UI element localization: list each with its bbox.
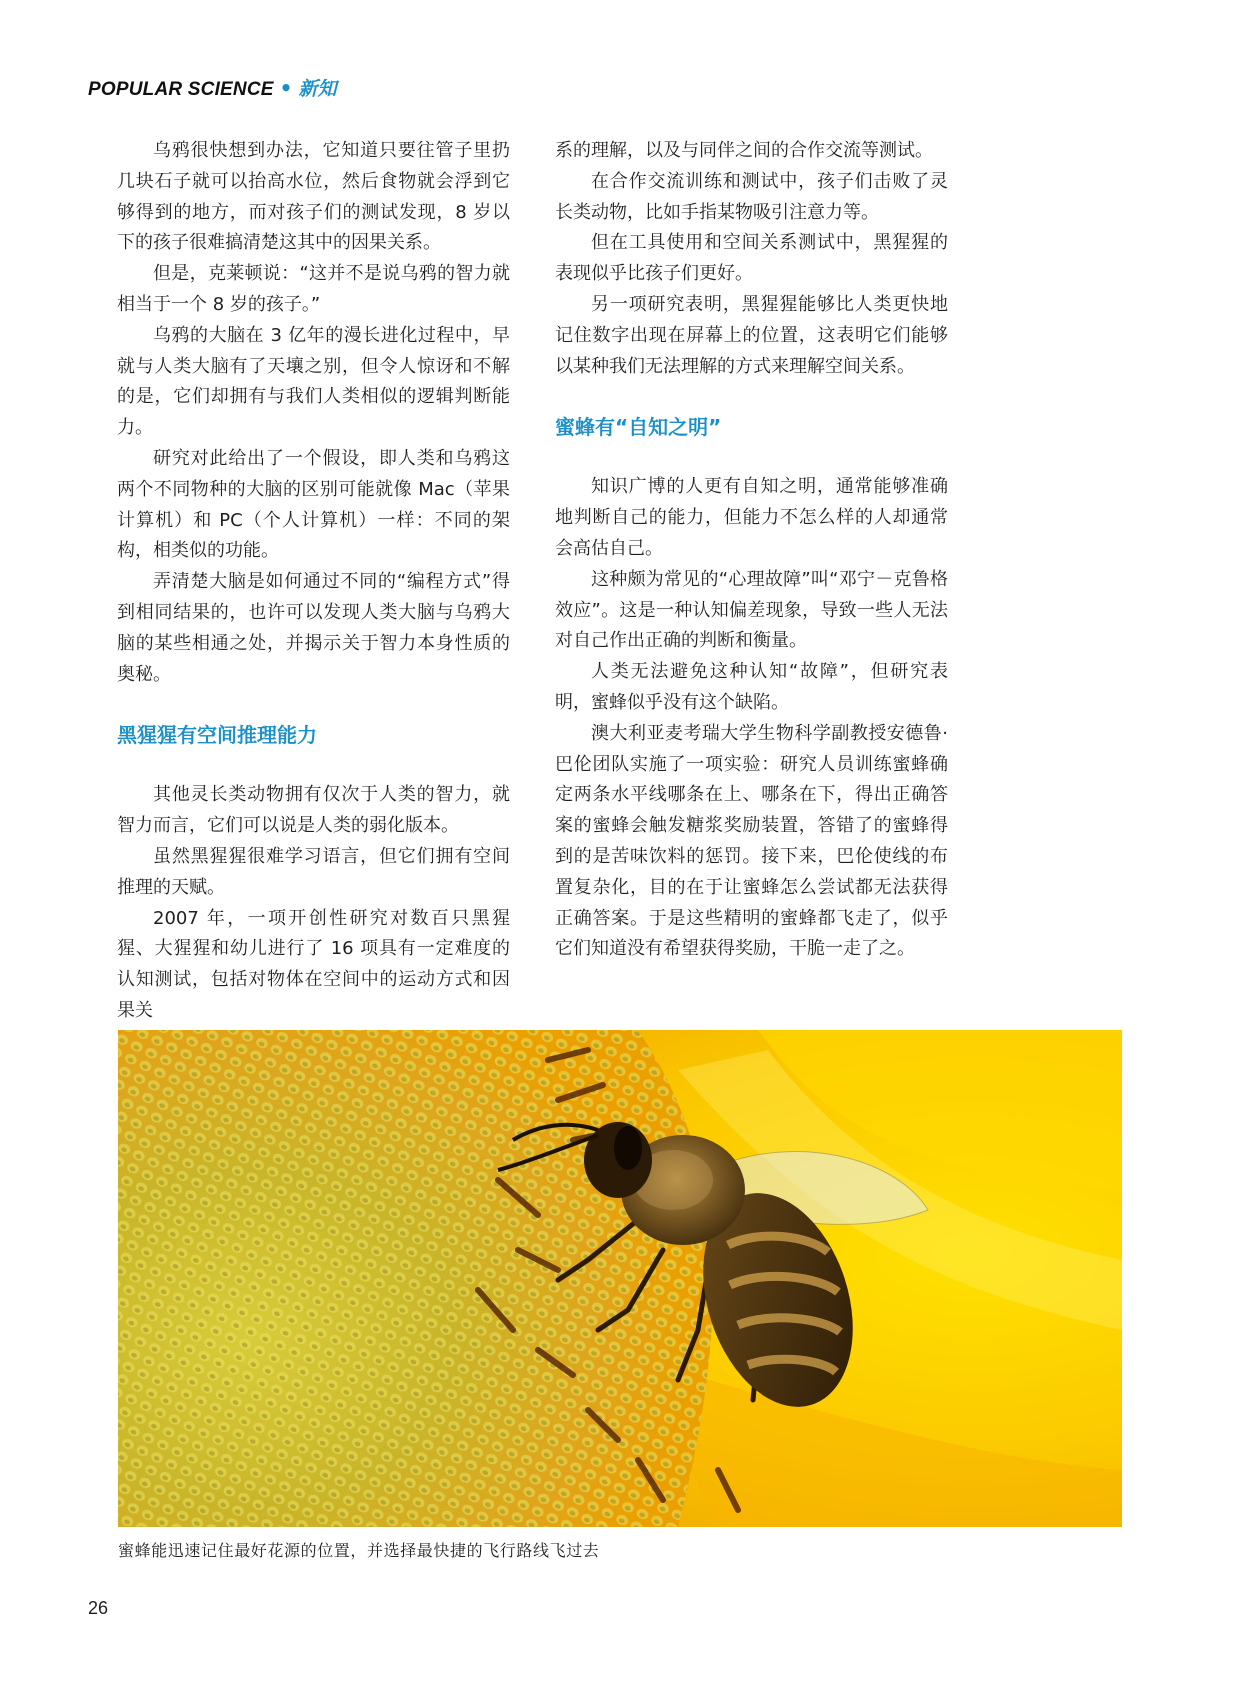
paragraph: 研究对此给出了一个假设，即人类和乌鸦这两个不同物种的大脑的区别可能就像 Mac（苹果计算机）和 PC（个人计算机）一样：不同的架构，相类似的功能。 bbox=[117, 447, 510, 562]
paragraph: 这种颇为常见的“心理故障”叫“邓宁－克鲁格效应”。这是一种认知偏差现象，导致一些人无法对自己作出正确的判断和衡量。 bbox=[555, 568, 948, 652]
paragraph: 人类无法避免这种认知“故障”，但研究表明，蜜蜂似乎没有这个缺陷。 bbox=[555, 661, 948, 713]
header-separator: • bbox=[279, 76, 293, 100]
running-header bbox=[88, 74, 336, 104]
paragraph: 但是，克莱顿说：“这并不是说乌鸦的智力就相当于一个 8 岁的孩子。” bbox=[117, 263, 510, 315]
right-column bbox=[555, 136, 948, 965]
section-heading: 黑猩猩有空间推理能力 bbox=[117, 723, 317, 748]
paragraph: 乌鸦很快想到办法，它知道只要往管子里扔几块石子就可以抬高水位，然后食物就会浮到它够得到的地方，而对孩子们的测试发现，8 岁以下的孩子很难搞清楚这其中的因果关系。 bbox=[117, 140, 510, 254]
paragraph: 澳大利亚麦考瑞大学生物科学副教授安德鲁·巴伦团队实施了一项实验：研究人员训练蜜蜂确定两条水平线哪条在上、哪条在下，得出正确答案的蜜蜂会触发糖浆奖励装置，答错了的蜜蜂得到的是苦味饮料的惩罚。接下来，巴伦使线的布置复杂化，目的在于让蜜蜂怎么尝试都无法获得正确答案。于是这些精明的蜜蜂都飞走了，似乎它们知道没有希望获得奖励，干脆一走了之。 bbox=[555, 722, 948, 960]
photo-caption: 蜜蜂能迅速记住最好花源的位置，并选择最快捷的飞行路线飞过去 bbox=[118, 1541, 600, 1560]
paragraph: 其他灵长类动物拥有仅次于人类的智力，就智力而言，它们可以说是人类的弱化版本。 bbox=[117, 784, 510, 837]
paragraph: 在合作交流训练和测试中，孩子们击败了灵长类动物，比如手指某物吸引注意力等。 bbox=[555, 170, 948, 223]
magazine-brand: POPULAR SCIENCE bbox=[88, 79, 274, 100]
paragraph: 虽然黑猩猩很难学习语言，但它们拥有空间推理的天赋。 bbox=[117, 845, 510, 898]
paragraph: 另一项研究表明，黑猩猩能够比人类更快地记住数字出现在屏幕上的位置，这表明它们能够以某种我们无法理解的方式来理解空间关系。 bbox=[555, 293, 948, 377]
paragraph: 知识广博的人更有自知之明，通常能够准确地判断自己的能力，但能力不怎么样的人却通常会高估自己。 bbox=[555, 476, 948, 559]
left-column bbox=[117, 136, 510, 1027]
paragraph: 弄清楚大脑是如何通过不同的“编程方式”得到相同结果的，也许可以发现人类大脑与乌鸦大脑的某些相通之处，并揭示关于智力本身性质的奥秘。 bbox=[117, 571, 510, 685]
section-name: 新知 bbox=[298, 78, 337, 100]
bee-sunflower-photo bbox=[118, 1030, 1122, 1527]
paragraph: 但在工具使用和空间关系测试中，黑猩猩的表现似乎比孩子们更好。 bbox=[555, 232, 948, 285]
section-heading: 蜜蜂有“自知之明” bbox=[555, 415, 722, 440]
paragraph: 2007 年，一项开创性研究对数百只黑猩猩、大猩猩和幼儿进行了 16 项具有一定难度的认知测试，包括对物体在空间中的运动方式和因果关 bbox=[117, 907, 510, 1021]
page-number: 26 bbox=[88, 1598, 109, 1618]
paragraph-continued: 系的理解，以及与同伴之间的合作交流等测试。 bbox=[555, 140, 933, 161]
paragraph: 乌鸦的大脑在 3 亿年的漫长进化过程中，早就与人类大脑有了天壤之别，但令人惊讶和不解的是，它们却拥有与我们人类相似的逻辑判断能力。 bbox=[117, 324, 510, 439]
